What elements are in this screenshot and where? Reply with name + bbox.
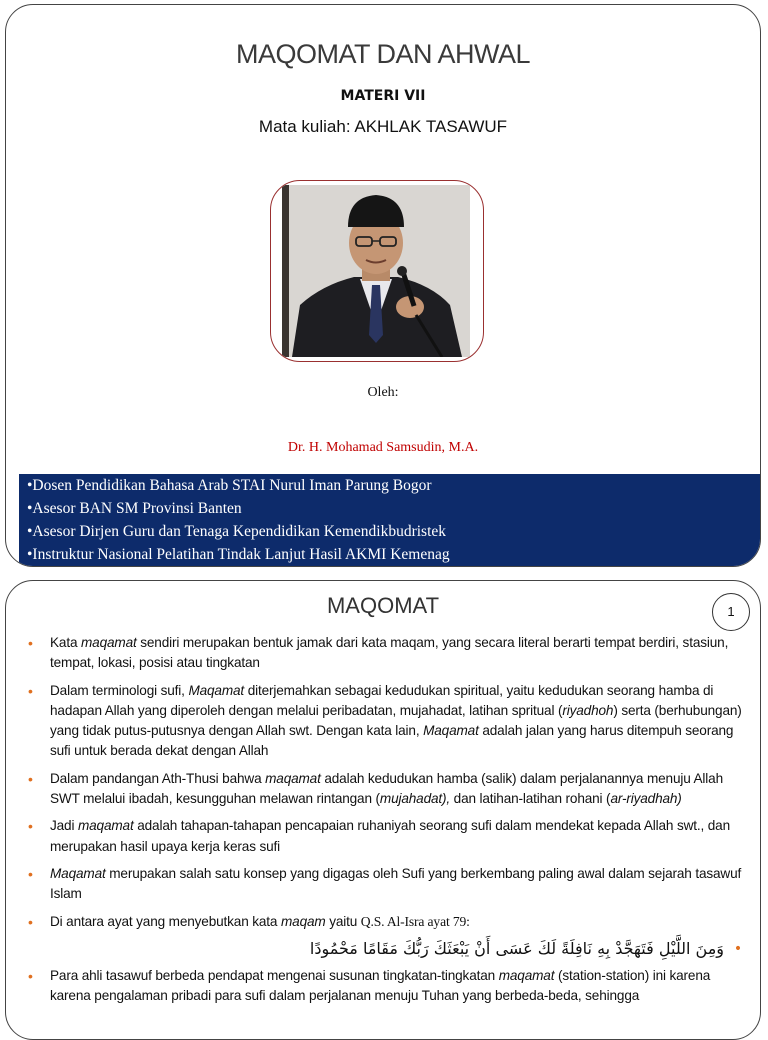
bullet-dot-icon: • bbox=[28, 682, 33, 699]
author-name: Dr. H. Mohamad Samsudin, M.A. bbox=[287, 440, 479, 455]
by-label: Oleh: bbox=[367, 385, 399, 400]
slide-title: MAQOMAT DAN AHWAL bbox=[235, 39, 531, 69]
bullet-text: Maqamat merupakan salah satu konsep yang digagas oleh Sufi yang berkembang paling awal dalam sejarah tasawuf Islam bbox=[50, 865, 742, 902]
bullet-text: Jadi maqamat adalah tahapan-tahapan pencapaian ruhaniyah seorang sufi dalam mendekat kepada Allah swt., dan merupakan hasil upaya kerja keras sufi bbox=[50, 818, 730, 854]
author-photo bbox=[270, 180, 484, 362]
bullet-item bbox=[24, 769, 742, 810]
bullet-text: Para ahli tasawuf berbeda pendapat mengenai susunan tingkatan-tingkatan maqamat (station-station) ini karena karena pengalaman pribadi para sufi dalam perjalanan menuju Tuhan yang berbeda-beda, sehingga bbox=[50, 968, 711, 1004]
arabic-verse: وَمِنَ اللَّيْلِ فَتَهَجَّدْ بِهِ نَافِلَةً لَكَ عَسَى أَنْ يَبْعَثَكَ رَبُّكَ مَقَامًا مَحْمُودًا bbox=[309, 938, 724, 958]
author-bio-box bbox=[19, 474, 761, 567]
bullet-item bbox=[24, 633, 742, 674]
bullet-dot-icon: • bbox=[28, 635, 33, 651]
bio-line: •Asesor Dirjen Guru dan Tenaga Kependidikan Kemendikbudristek bbox=[27, 523, 446, 540]
bullet-dot-icon: • bbox=[28, 818, 33, 835]
author-portrait-image bbox=[282, 185, 470, 357]
bullet-item bbox=[24, 966, 742, 1007]
page-number-badge: 1 bbox=[712, 593, 750, 631]
course-label: Mata kuliah: AKHLAK TASAWUF bbox=[258, 117, 508, 136]
title-slide bbox=[5, 4, 761, 567]
bullet-item bbox=[24, 912, 742, 932]
bullet-dot-icon: • bbox=[733, 940, 742, 957]
bio-line: •Dosen Pendidikan Bahasa Arab STAI Nurul Iman Parung Bogor bbox=[27, 477, 432, 494]
bullet-text: Dalam pandangan Ath-Thusi bahwa maqamat adalah kedudukan hamba (salik) dalam perjalanannya menuju Allah SWT melalui ibadah, kesungguhan melawan rintangan (mujahadat), dan latihan-latihan rohani (ar-riyadhah) bbox=[50, 770, 723, 807]
bio-line: •Instruktur Nasional Pelatihan Tindak Lanjut Hasil AKMI Kemenag bbox=[27, 546, 450, 563]
arabic-verse-item bbox=[24, 939, 742, 959]
content-slide bbox=[5, 580, 761, 1040]
bullet-dot-icon: • bbox=[28, 865, 33, 882]
bullet-list bbox=[24, 633, 742, 1014]
bullet-item bbox=[24, 816, 742, 857]
bullet-dot-icon: • bbox=[28, 913, 33, 930]
bullet-item bbox=[24, 681, 742, 762]
bullet-item bbox=[24, 864, 742, 905]
materi-label: MATERI VII bbox=[340, 88, 426, 104]
bullet-dot-icon: • bbox=[28, 968, 33, 985]
bullet-text: Dalam terminologi sufi, Maqamat diterjemahkan sebagai kedudukan spiritual, yaitu kedudukan seorang hamba di hadapan Allah yang diperoleh dengan melalui peribadatan, mujahadat, latihan spritual (riyadhoh) serta (berhubungan) yang tidak putus-putusnya dengan Allah swt. Dengan kata lain, Maqamat adalah jalan yang harus ditempuh seorang sufi untuk berada dekat dengan Allah bbox=[50, 682, 742, 759]
slide-title: MAQOMAT bbox=[326, 593, 440, 618]
bullet-text: Di antara ayat yang menyebutkan kata maqam yaitu Q.S. Al-Isra ayat 79: bbox=[50, 913, 470, 929]
bullet-text: Kata maqamat sendiri merupakan bentuk jamak dari kata maqam, yang secara literal berarti tempat berdiri, stasiun, tempat, lokasi, posisi atau tingkatan bbox=[50, 635, 729, 671]
bio-line: •Asesor BAN SM Provinsi Banten bbox=[27, 500, 242, 517]
bullet-dot-icon: • bbox=[28, 770, 33, 787]
